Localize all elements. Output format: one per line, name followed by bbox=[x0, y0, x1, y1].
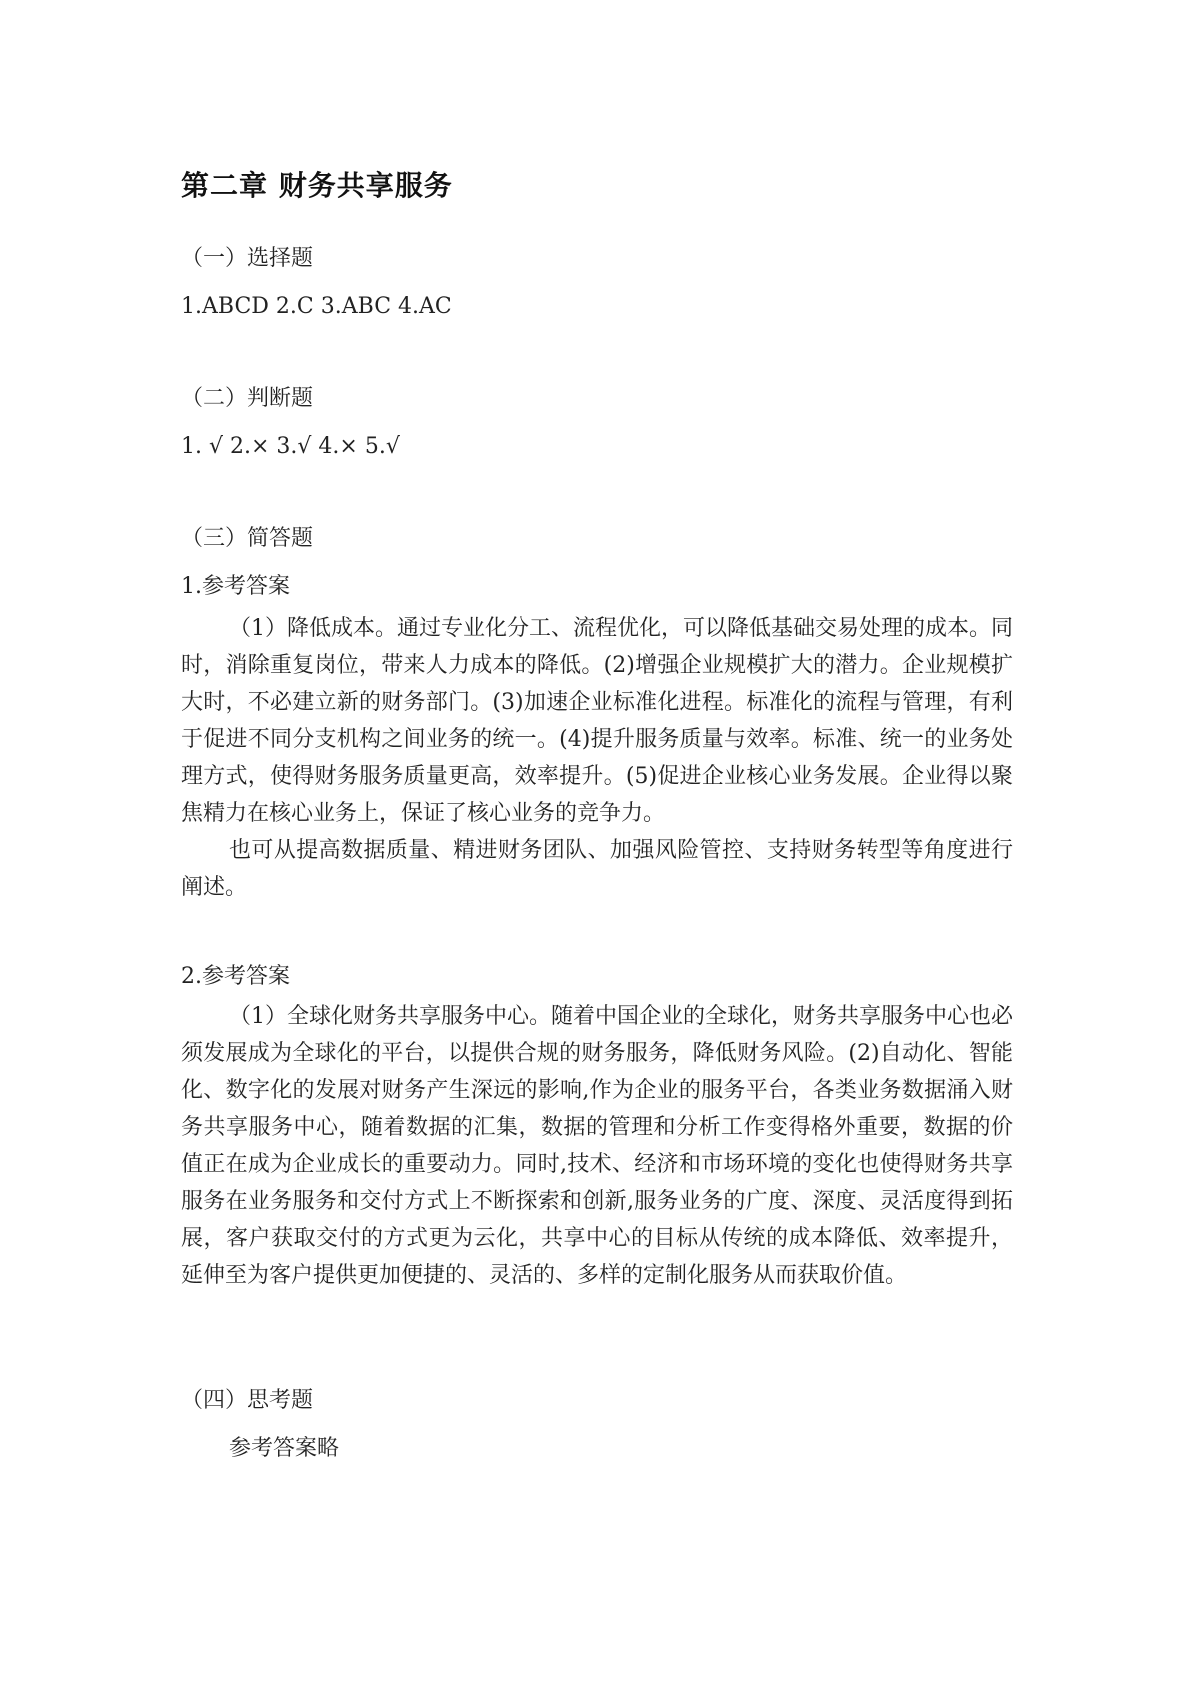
short-q1-label: 1.参考答案 bbox=[181, 574, 290, 599]
think-answer: 参考答案略 bbox=[229, 1436, 340, 1461]
section-heading-choice: （一）选择题 bbox=[181, 246, 314, 271]
short-q2-paragraph-1: （1）全球化财务共享服务中心。随着中国企业的全球化，财务共享服务中心也必须发展成为全球化的平台，以提供合规的财务服务，降低财务风险。(2)自动化、智能化、数字化的发展对财务产生深远的影响,作为企业的服务平台，各类业务数据涌入财务共享服务中心，随着数据的汇集，数据的管理和分析工作变得格外重要，数据的价值正在成为企业成长的重要动力。同时,技术、经济和市场环境的变化也使得财务共享服务在业务服务和交付方式上不断探索和创新,服务业务的广度、深度、灵活度得到拓展，客户获取交付的方式更为云化，共享中心的目标从传统的成本降低、效率提升，延伸至为客户提供更加便捷的、灵活的、多样的定制化服务从而获取价值。 bbox=[181, 1004, 1013, 1288]
short-q2-label: 2.参考答案 bbox=[181, 964, 290, 989]
section-heading-think: （四）思考题 bbox=[181, 1388, 314, 1413]
short-q1-paragraph-2: 也可从提高数据质量、精进财务团队、加强风险管控、支持财务转型等角度进行阐述。 bbox=[181, 838, 1013, 900]
choice-answers: 1.ABCD 2.C 3.ABC 4.AC bbox=[181, 294, 452, 319]
chapter-title: 第二章 财务共享服务 bbox=[181, 169, 453, 202]
section-heading-short: （三）简答题 bbox=[181, 526, 314, 551]
section-heading-judge: （二）判断题 bbox=[181, 386, 314, 411]
short-q1-paragraph-1: （1）降低成本。通过专业化分工、流程优化，可以降低基础交易处理的成本。同时，消除重复岗位，带来人力成本的降低。(2)增强企业规模扩大的潜力。企业规模扩大时，不必建立新的财务部门。(3)加速企业标准化进程。标准化的流程与管理，有利于促进不同分支机构之间业务的统一。(4)提升服务质量与效率。标准、统一的业务处理方式，使得财务服务质量更高，效率提升。(5)促进企业核心业务发展。企业得以聚焦精力在核心业务上，保证了核心业务的竞争力。 bbox=[181, 616, 1013, 826]
judge-answers: 1. √ 2.× 3.√ 4.× 5.√ bbox=[181, 434, 400, 459]
